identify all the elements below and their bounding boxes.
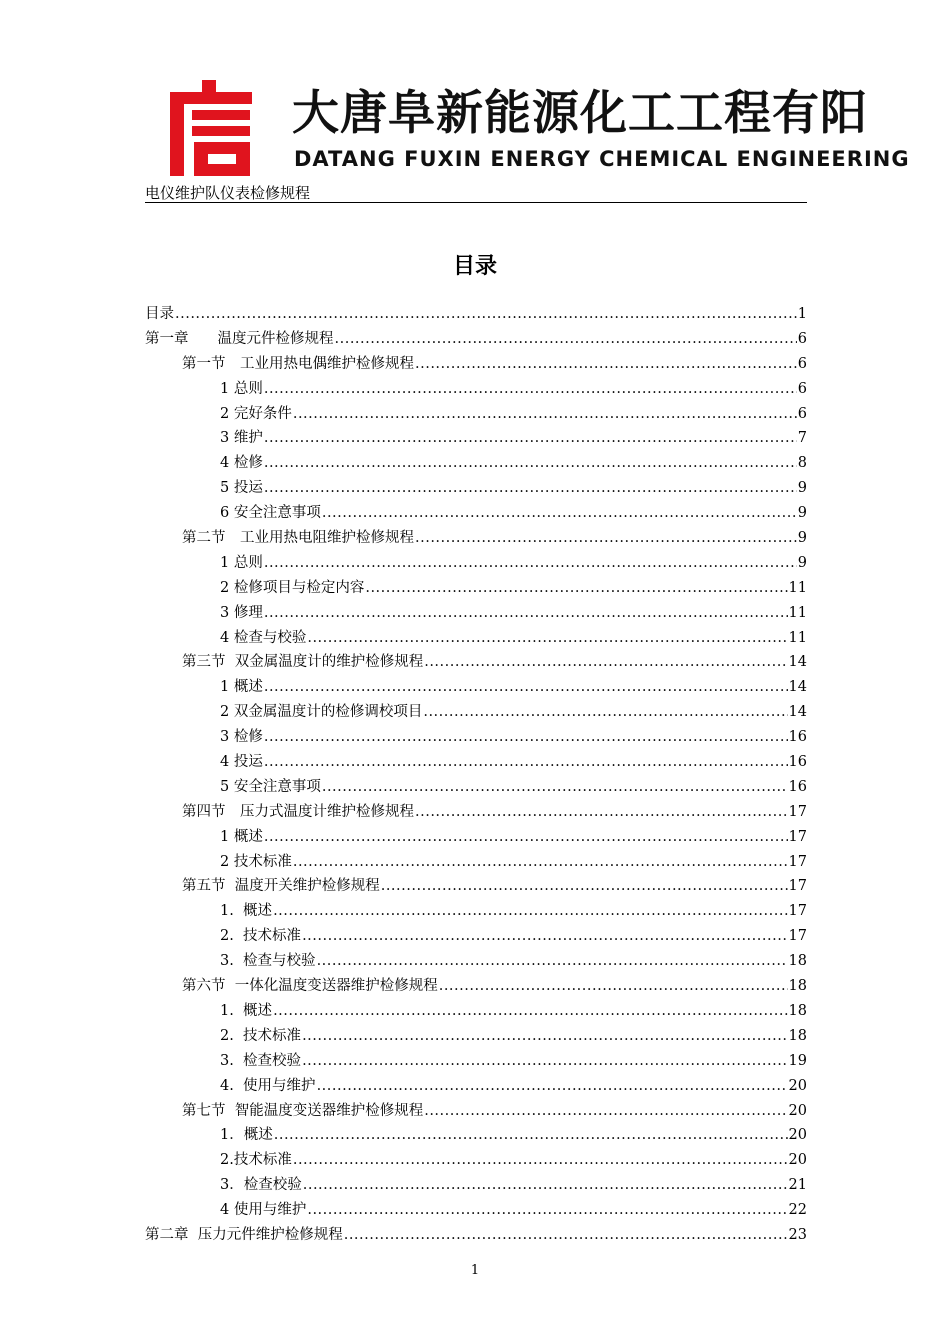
- dot-leader: [302, 1049, 787, 1074]
- toc-entry-title: 第二章 压力元件维护检修规程: [145, 1226, 343, 1243]
- toc-entry-title: 3 检修: [220, 729, 263, 746]
- toc-entry-page: 16: [788, 729, 807, 746]
- toc-entry-title: 5 安全注意事项: [220, 778, 321, 795]
- dot-leader: [264, 377, 797, 402]
- toc-entry-page: 18: [788, 953, 807, 970]
- toc-entry-title: 3 维护: [220, 430, 263, 447]
- toc-entry[interactable]: [145, 551, 807, 576]
- toc-entry-page: 11: [788, 629, 807, 646]
- toc-entry-page: 6: [797, 355, 807, 372]
- dot-leader: [264, 476, 797, 501]
- toc-entry[interactable]: [145, 974, 807, 999]
- header-divider: [145, 202, 807, 203]
- toc-entry[interactable]: [145, 476, 807, 501]
- toc-entry-title: 2. 技术标准: [220, 928, 302, 945]
- toc-entry-page: 14: [788, 679, 807, 696]
- toc-entry[interactable]: [145, 1099, 807, 1124]
- dot-leader: [264, 551, 797, 576]
- toc-entry-title: 4 投运: [220, 754, 263, 771]
- toc-entry-title: 1．概述: [220, 1127, 273, 1144]
- dot-leader: [264, 675, 788, 700]
- company-name-cn: 大唐阜新能源化工工程有阳: [292, 86, 868, 141]
- toc-entry-page: 14: [788, 704, 807, 721]
- page-number: 1: [470, 1263, 480, 1278]
- toc-entry-page: 17: [788, 853, 807, 870]
- toc-entry-title: 1 概述: [220, 679, 263, 696]
- toc-entry-title: 3. 检查与校验: [220, 953, 316, 970]
- toc-entry-title: 第一节 工业用热电偶维护检修规程: [182, 355, 414, 372]
- toc-entry-page: 9: [797, 554, 807, 571]
- toc-entry[interactable]: [145, 999, 807, 1024]
- toc-entry[interactable]: [145, 402, 807, 427]
- document-label: 电仪维护队仪表检修规程: [145, 184, 311, 202]
- dot-leader: [302, 924, 787, 949]
- toc-entry[interactable]: [145, 1198, 807, 1223]
- dot-leader: [273, 899, 787, 924]
- dot-leader: [424, 650, 787, 675]
- toc-entry-page: 18: [788, 1027, 807, 1044]
- toc-entry-title: 1. 概述: [220, 903, 273, 920]
- toc-entry-title: 2 双金属温度计的检修调校项目: [220, 704, 423, 721]
- toc-entry-title: 2 完好条件: [220, 405, 292, 422]
- toc-entry[interactable]: [145, 327, 807, 352]
- toc-entry-title: 4 检查与校验: [220, 629, 307, 646]
- toc-entry-page: 9: [797, 480, 807, 497]
- toc-entry-title: 第一章 温度元件检修规程: [145, 330, 334, 347]
- toc-entry-title: 1 总则: [220, 380, 263, 397]
- toc-entry-title: 第二节 工业用热电阻维护检修规程: [182, 530, 414, 547]
- dot-leader: [303, 1173, 788, 1198]
- toc-entry[interactable]: [145, 1024, 807, 1049]
- toc-entry-page: 20: [788, 1127, 807, 1144]
- toc-entry[interactable]: [145, 850, 807, 875]
- toc-entry-title: 4 检修: [220, 455, 263, 472]
- toc-entry[interactable]: [145, 700, 807, 725]
- dot-leader: [322, 775, 788, 800]
- toc-title: 目录: [452, 254, 497, 279]
- toc-entry-title: 第七节 智能温度变送器维护检修规程: [182, 1102, 424, 1119]
- toc-entry-page: 17: [788, 903, 807, 920]
- toc-entry[interactable]: [145, 601, 807, 626]
- toc-entry[interactable]: [145, 451, 807, 476]
- dot-leader: [264, 725, 788, 750]
- dot-leader: [415, 526, 797, 551]
- toc-entry-page: 1: [797, 306, 807, 322]
- toc-entry-page: 9: [797, 530, 807, 547]
- dot-leader: [274, 1123, 788, 1148]
- toc-entry[interactable]: [145, 626, 807, 651]
- toc-entry[interactable]: [145, 675, 807, 700]
- toc-entry[interactable]: [145, 825, 807, 850]
- dot-leader: [175, 302, 797, 327]
- toc-entry-page: 17: [788, 878, 807, 895]
- toc-entry-title: 2. 技术标准: [220, 1027, 302, 1044]
- toc-entry-title: 4 使用与维护: [220, 1202, 307, 1219]
- toc-entry-page: 17: [788, 803, 807, 820]
- toc-entry[interactable]: [145, 949, 807, 974]
- toc-entry-page: 20: [788, 1077, 807, 1094]
- toc-entry[interactable]: [145, 874, 807, 899]
- dot-leader: [317, 949, 788, 974]
- toc-entry[interactable]: [145, 750, 807, 775]
- toc-entry-page: 22: [788, 1202, 807, 1219]
- toc-entry-title: 2.技术标准: [220, 1152, 292, 1169]
- dot-leader: [365, 576, 787, 601]
- toc-entry-title: 2 技术标准: [220, 853, 292, 870]
- toc-entry[interactable]: [145, 775, 807, 800]
- toc-entry-title: 3. 检查校验: [220, 1052, 302, 1069]
- dot-leader: [293, 850, 788, 875]
- dot-leader: [415, 800, 788, 825]
- dot-leader: [423, 700, 787, 725]
- dot-leader: [264, 601, 788, 626]
- dot-leader: [293, 1148, 788, 1173]
- company-logo: [162, 80, 258, 176]
- toc-entry-title: 第三节 双金属温度计的维护检修规程: [182, 654, 424, 671]
- toc-entry[interactable]: [145, 1223, 807, 1248]
- dot-leader: [307, 626, 787, 651]
- toc-entry-page: 20: [788, 1152, 807, 1169]
- toc-entry-page: 23: [788, 1226, 807, 1243]
- toc-entry-page: 14: [788, 654, 807, 671]
- toc-entry-page: 17: [788, 928, 807, 945]
- toc-entry[interactable]: [145, 924, 807, 949]
- toc-entry[interactable]: [145, 501, 807, 526]
- table-of-contents: [145, 302, 807, 1248]
- dot-leader: [335, 327, 797, 352]
- dot-leader: [264, 750, 788, 775]
- toc-entry-page: 19: [788, 1052, 807, 1069]
- toc-entry-title: 第五节 温度开关维护检修规程: [182, 878, 380, 895]
- dot-leader: [439, 974, 788, 999]
- toc-entry[interactable]: [145, 800, 807, 825]
- dot-leader: [293, 402, 797, 427]
- toc-entry-page: 16: [788, 754, 807, 771]
- toc-entry[interactable]: [145, 1049, 807, 1074]
- toc-entry[interactable]: [145, 352, 807, 377]
- dot-leader: [381, 874, 788, 899]
- toc-entry-page: 6: [797, 405, 807, 422]
- toc-entry-page: 8: [797, 455, 807, 472]
- toc-entry[interactable]: [145, 576, 807, 601]
- dot-leader: [302, 1024, 787, 1049]
- toc-entry-title: 2 检修项目与检定内容: [220, 579, 365, 596]
- toc-entry[interactable]: [145, 1173, 807, 1198]
- toc-entry-title: 目录: [145, 306, 174, 322]
- toc-entry-title: 1. 概述: [220, 1002, 273, 1019]
- toc-entry-title: 3 修理: [220, 604, 263, 621]
- toc-entry-page: 6: [797, 330, 807, 347]
- dot-leader: [317, 1074, 788, 1099]
- toc-entry[interactable]: [145, 725, 807, 750]
- company-name-en: DATANG FUXIN ENERGY CHEMICAL ENGINEERING: [294, 147, 910, 171]
- toc-entry[interactable]: [145, 302, 807, 327]
- toc-entry-page: 17: [788, 828, 807, 845]
- toc-entry[interactable]: [145, 426, 807, 451]
- toc-entry-title: 5 投运: [220, 480, 263, 497]
- toc-entry[interactable]: [145, 1074, 807, 1099]
- dot-leader: [264, 451, 797, 476]
- toc-entry-title: 1 总则: [220, 554, 263, 571]
- toc-entry-page: 21: [788, 1177, 807, 1194]
- toc-entry-title: 1 概述: [220, 828, 263, 845]
- toc-entry-page: 9: [797, 505, 807, 522]
- toc-entry[interactable]: [145, 1148, 807, 1173]
- toc-entry-page: 7: [797, 430, 807, 447]
- dot-leader: [264, 825, 788, 850]
- toc-entry[interactable]: [145, 1123, 807, 1148]
- dot-leader: [322, 501, 797, 526]
- toc-entry-page: 6: [797, 380, 807, 397]
- toc-entry-title: 6 安全注意事项: [220, 505, 321, 522]
- dot-leader: [264, 426, 797, 451]
- toc-entry-page: 11: [788, 604, 807, 621]
- toc-entry[interactable]: [145, 526, 807, 551]
- toc-entry-page: 11: [788, 579, 807, 596]
- dot-leader: [424, 1099, 787, 1124]
- toc-entry[interactable]: [145, 899, 807, 924]
- dot-leader: [415, 352, 797, 377]
- toc-entry[interactable]: [145, 650, 807, 675]
- toc-entry[interactable]: [145, 377, 807, 402]
- dot-leader: [307, 1198, 787, 1223]
- toc-entry-title: 第六节 一体化温度变送器维护检修规程: [182, 978, 438, 995]
- toc-entry-title: 第四节 压力式温度计维护检修规程: [182, 803, 414, 820]
- dot-leader: [344, 1223, 788, 1248]
- toc-entry-page: 16: [788, 778, 807, 795]
- toc-entry-page: 18: [788, 1002, 807, 1019]
- toc-entry-page: 20: [788, 1102, 807, 1119]
- toc-entry-title: 3．检查校验: [220, 1177, 302, 1194]
- toc-entry-page: 18: [788, 978, 807, 995]
- toc-entry-title: 4. 使用与维护: [220, 1077, 316, 1094]
- dot-leader: [273, 999, 787, 1024]
